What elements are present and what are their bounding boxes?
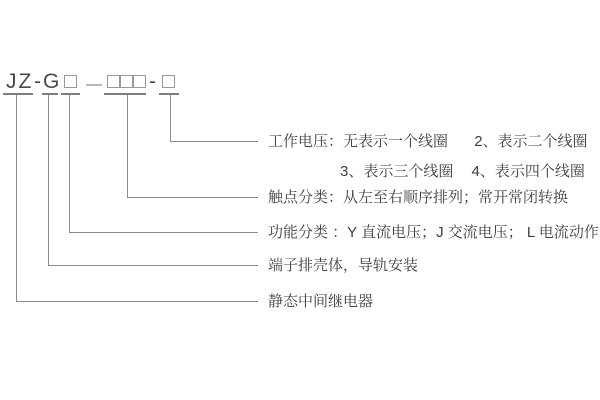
model-series-letter: G [43, 70, 60, 93]
callout-working-voltage-line1 [268, 133, 588, 150]
connector-horizontal-voltage [170, 141, 258, 143]
underline-function-box [61, 93, 80, 95]
connector-horizontal-relay [16, 301, 258, 303]
working-voltage-coil4: 4、表示四个线圈 [471, 163, 585, 180]
model-hyphen-2: - [149, 70, 156, 93]
working-voltage-coil2: 2、表示二个线圈 [474, 133, 588, 150]
callout-function-classification: 功能分类 ：Y 直流电压；J 交流电压； L 电流动作 [268, 224, 599, 241]
underline-prefix [3, 93, 33, 95]
model-prefix-text: JZ [6, 70, 34, 93]
callout-working-voltage-line2 [340, 163, 585, 180]
connector-horizontal-contact [127, 197, 258, 199]
callout-contact-classification: 触点分类：从左至右顺序排列；常开常闭转换 [268, 189, 569, 206]
connector-vertical-contact [127, 95, 129, 198]
underline-series [42, 93, 58, 95]
contact-code-box-icon [133, 75, 146, 88]
model-dash: — [86, 76, 102, 93]
connector-vertical-function [69, 95, 71, 233]
connector-horizontal-housing [48, 265, 258, 267]
callout-static-relay: 静态中间继电器 [268, 293, 374, 310]
voltage-code-box-icon [162, 75, 175, 88]
connector-vertical-voltage [170, 95, 172, 142]
connector-vertical-housing [48, 95, 50, 266]
underline-contact-boxes [104, 93, 146, 95]
working-voltage-coil1: 工作电压：无表示一个线圈 [268, 133, 449, 150]
model-hyphen-1: - [34, 70, 41, 93]
working-voltage-coil3: 3、表示三个线圈 [340, 163, 454, 180]
connector-horizontal-function [69, 232, 258, 234]
callout-terminal-housing: 端子排壳体，导轨安装 [268, 257, 419, 274]
function-code-box-icon [64, 75, 77, 88]
contact-code-box-icon [107, 75, 120, 88]
contact-code-box-icon [120, 75, 133, 88]
connector-vertical-relay [16, 95, 18, 302]
